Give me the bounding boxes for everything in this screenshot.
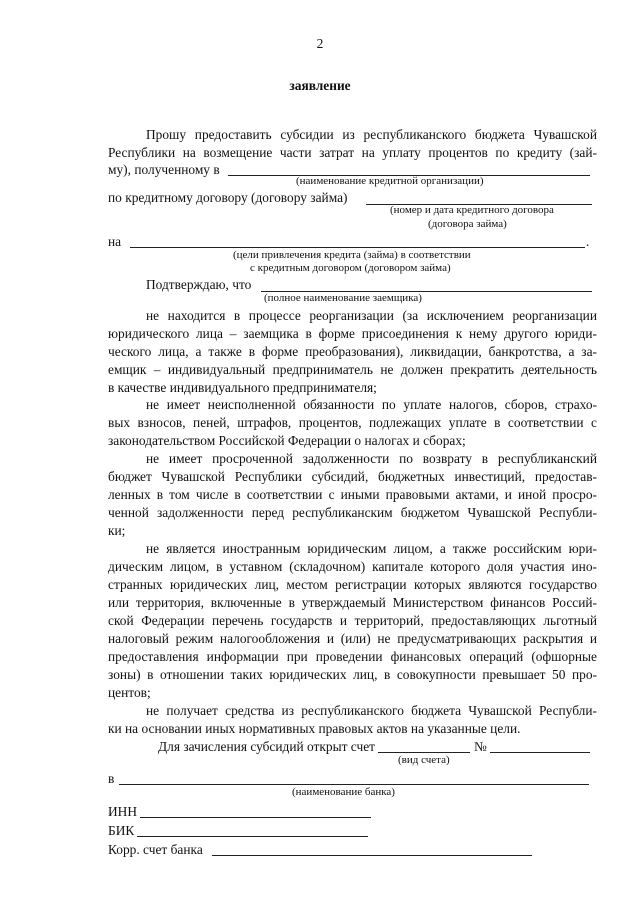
account-type-caption: (вид счета)	[398, 754, 450, 766]
bank-name-field[interactable]	[119, 784, 589, 785]
bik-field[interactable]	[137, 836, 368, 837]
request-line-1: Прошу предоставить субсидии из республиканского бюджета Чувашской	[146, 127, 597, 142]
confirm-lead: Подтверждаю, что	[146, 277, 252, 292]
bik-label: БИК	[108, 823, 135, 838]
account-type-field[interactable]	[378, 752, 470, 753]
credit-purpose-field[interactable]	[130, 247, 585, 248]
body-line-8: законодательством Российской Федерации о налогах и сборах;	[108, 433, 466, 448]
bank-prefix: в	[108, 771, 115, 786]
body-line-9: не имеет просроченной задолженности по возврату в республиканский	[146, 451, 597, 466]
request-line-4: по кредитному договору (договору займа)	[108, 190, 348, 205]
body-line-1: не находится в процессе реорганизации (за исключением реорганизации	[146, 308, 597, 323]
body-line-4: емщик – индивидуальный предприниматель не должен прекратить деятельность	[108, 362, 597, 377]
body-line-2: юридического лица – заемщика в форме присоединения к нему другого юриди-	[108, 326, 597, 341]
body-line-12: ченной задолженности перед республиканским бюджетом Чувашской Республи-	[108, 505, 597, 520]
body-line-17: или территория, включенные в утверждаемый Министерством финансов Россий-	[108, 595, 597, 610]
inn-label: ИНН	[108, 804, 138, 819]
body-line-10: бюджет Чувашской Республики субсидий, бюджетных инвестиций, предостав-	[108, 469, 597, 484]
body-line-3: ческого лица, а также в форме преобразования), ликвидации, банкротства, а за-	[108, 344, 597, 359]
body-line-20: предоставления информации при проведении финансовых операций (офшорные	[108, 649, 597, 664]
contract-caption-1: (номер и дата кредитного договора	[390, 204, 554, 216]
account-number-field[interactable]	[490, 752, 590, 753]
account-number-sign: №	[474, 739, 487, 754]
body-line-23: не получает средства из республиканского бюджета Чувашской Республи-	[146, 703, 597, 718]
credit-organization-caption: (наименование кредитной организации)	[296, 175, 484, 187]
body-line-24: ки на основании иных нормативных правовых актов на указанные цели.	[108, 721, 521, 736]
corr-account-label: Корр. счет банка	[108, 842, 203, 857]
corr-account-field[interactable]	[212, 855, 532, 856]
borrower-caption: (полное наименование заемщика)	[264, 292, 422, 304]
request-line-3: му), полученному в	[108, 162, 220, 177]
body-line-19: налоговый режим налогообложения и (или) не предусматривающих раскрытия и	[108, 631, 597, 646]
purpose-caption-1: (цели привлечения кредита (займа) в соответствии	[233, 249, 471, 261]
purpose-caption-2: с кредитным договором (договором займа)	[250, 262, 451, 274]
account-lead: Для зачисления субсидий открыт счет	[158, 739, 376, 754]
body-line-15: дическим лицом, в уставном (складочном) капитале которого доля участия ино-	[108, 559, 597, 574]
body-line-18: ской Федерации перечень государств и территорий, предоставляющих льготный	[108, 613, 597, 628]
page-number: 2	[316, 36, 324, 51]
inn-field[interactable]	[140, 817, 371, 818]
body-line-6: не имеет неисполненной обязанности по уплате налогов, сборов, страхо-	[146, 397, 597, 412]
body-line-11: ленных в том числе в соответствии с иными правовыми актами, и иной просро-	[108, 487, 597, 502]
body-line-5: в качестве индивидуального предпринимателя;	[108, 380, 377, 395]
body-line-13: ки;	[108, 523, 126, 538]
body-line-21: зоны) в отношении таких юридических лиц, в совокупности превышает 50 про-	[108, 667, 597, 682]
request-line-2: Республики на возмещение части затрат на уплату процентов по кредиту (зай-	[108, 145, 597, 160]
body-line-7: вых взносов, пеней, штрафов, процентов, подлежащих уплате в соответствии с	[108, 415, 597, 430]
body-line-22: центов;	[108, 685, 151, 700]
document-title: заявление	[289, 78, 351, 93]
bank-caption: (наименование банка)	[292, 786, 395, 798]
request-line-5-prefix: на	[108, 234, 122, 249]
request-line-5-end: .	[586, 234, 590, 249]
body-line-16: странных юридических лиц, местом регистрации которых являются государство	[108, 577, 597, 592]
body-line-14: не является иностранным юридическим лицом, а также российским юри-	[146, 541, 597, 556]
contract-caption-2: (договора займа)	[428, 218, 507, 230]
